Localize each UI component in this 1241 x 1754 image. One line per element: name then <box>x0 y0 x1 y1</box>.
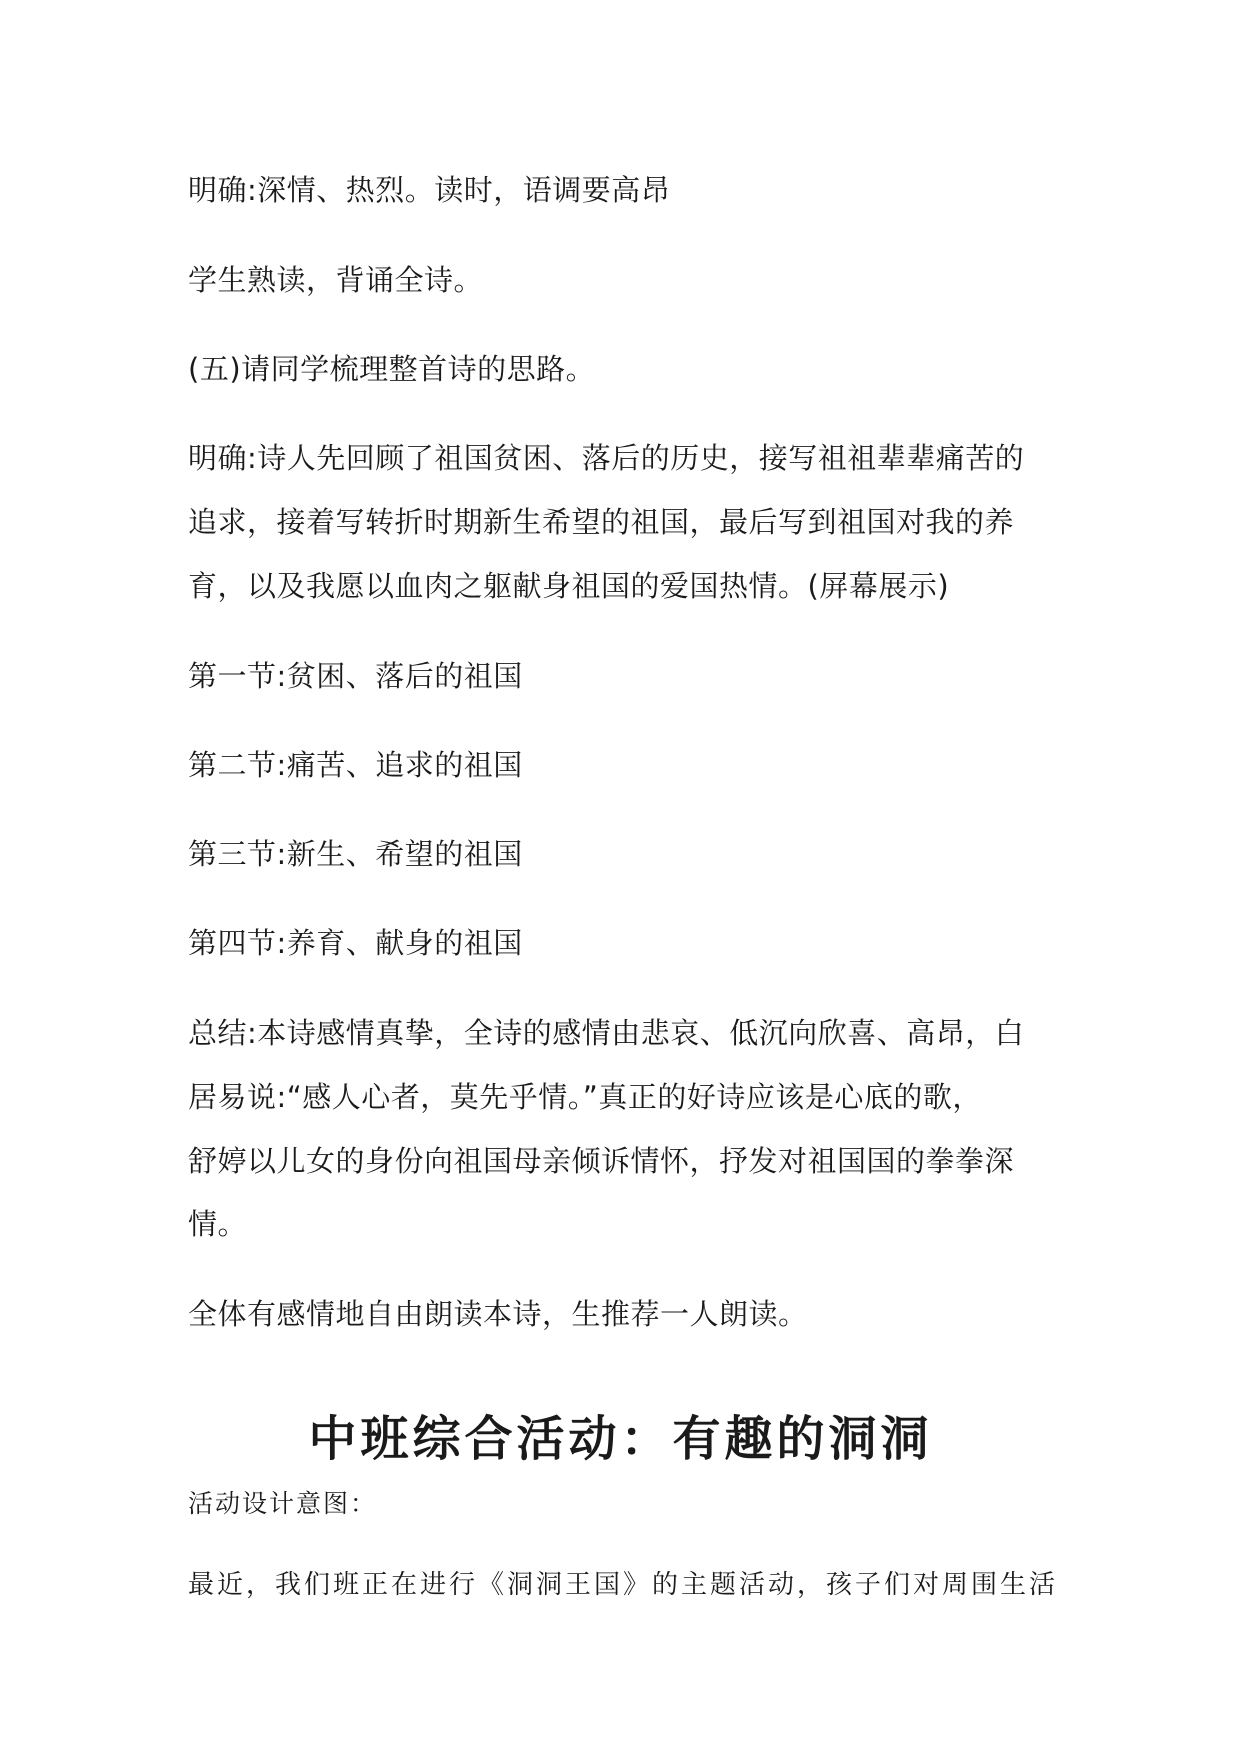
text-line: 育，以及我愿以血肉之躯献身祖国的爱国热情。(屏幕展示) <box>188 569 950 603</box>
text-line: 全体有感情地自由朗读本诗，生推荐一人朗读。 <box>188 1297 808 1331</box>
text-line: 第二节:痛苦、追求的祖国 <box>188 748 523 782</box>
text-line: 情。 <box>188 1207 248 1241</box>
text-line: 第四节:养育、献身的祖国 <box>188 926 523 960</box>
section-title: 中班综合活动：有趣的洞洞 <box>308 1411 933 1467</box>
text-line: (五)请同学梳理整首诗的思路。 <box>188 352 596 386</box>
text-line: 明确:诗人先回顾了祖国贫困、落后的历史，接写祖祖辈辈痛苦的 <box>188 441 1025 475</box>
text-line: 明确:深情、热烈。读时，语调要高昂 <box>188 173 671 207</box>
text-line: 第三节:新生、希望的祖国 <box>188 837 523 871</box>
text-line: 学生熟读，背诵全诗。 <box>188 263 484 297</box>
text-line: 居易说:“感人心者，莫先乎情。”真正的好诗应该是心底的歌， <box>188 1080 982 1114</box>
text-line: 总结:本诗感情真挚，全诗的感情由悲哀、低沉向欣喜、高昂，白 <box>188 1016 1025 1050</box>
section-subheading: 活动设计意图： <box>188 1489 378 1518</box>
text-line: 舒婷以儿女的身份向祖国母亲倾诉情怀，抒发对祖国国的拳拳深 <box>188 1144 1015 1178</box>
section-paragraph: 最近，我们班正在进行《洞洞王国》的主题活动，孩子们对周围生活 <box>188 1570 1059 1600</box>
text-line: 第一节:贫困、落后的祖国 <box>188 659 523 693</box>
text-line: 追求，接着写转折时期新生希望的祖国，最后写到祖国对我的养 <box>188 505 1015 539</box>
